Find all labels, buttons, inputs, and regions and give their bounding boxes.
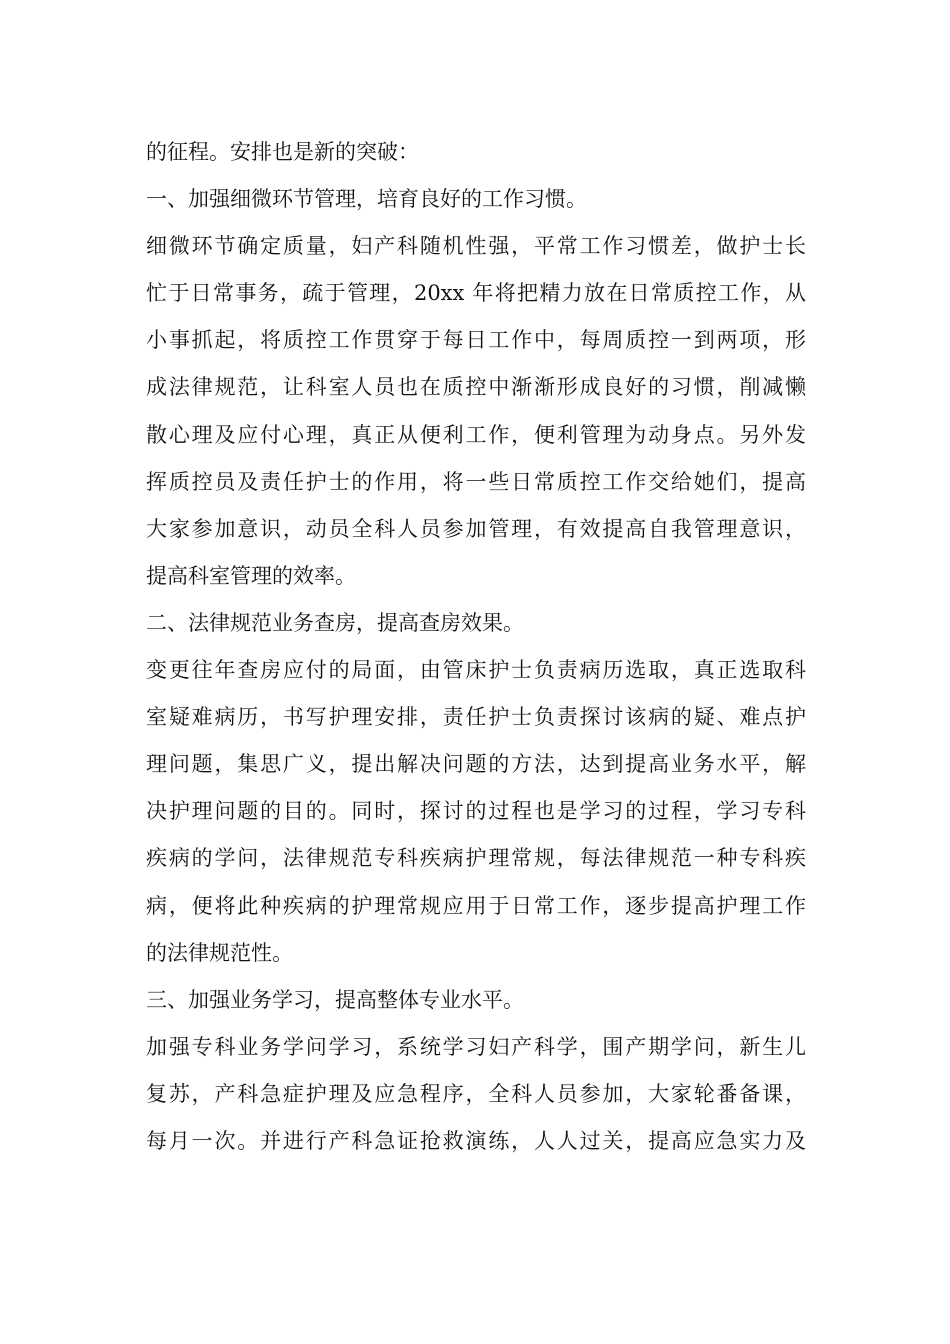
- text-line: 病，便将此种疾病的护理常规应用于日常工作，逐步提高护理工作: [146, 893, 806, 918]
- text-line: 二、法律规范业务查房，提高查房效果。: [146, 610, 524, 635]
- text-line: 成法律规范，让科室人员也在质控中渐渐形成良好的习惯，削减懒: [146, 375, 806, 400]
- text-line: 散心理及应付心理，真正从便利工作，便利管理为动身点。另外发: [146, 422, 806, 447]
- text-line: 提高科室管理的效率。: [146, 563, 356, 588]
- text-line: 决护理问题的目的。同时，探讨的过程也是学习的过程，学习专科: [146, 799, 806, 824]
- document-body: [146, 129, 806, 1165]
- text-line: 三、加强业务学习，提高整体专业水平。: [146, 987, 524, 1012]
- text-line: 每月一次。并进行产科急证抢救演练，人人过关，提高应急实力及: [146, 1128, 806, 1153]
- text-line: 大家参加意识，动员全科人员参加管理，有效提高自我管理意识，: [146, 516, 806, 541]
- text-line: 小事抓起，将质控工作贯穿于每日工作中，每周质控一到两项，形: [146, 328, 806, 353]
- text-line: 室疑难病历，书写护理安排，责任护士负责探讨该病的疑、难点护: [146, 705, 806, 730]
- text-line: 忙于日常事务，疏于管理，20xx 年将把精力放在日常质控工作，从: [146, 281, 806, 306]
- text-line: 一、加强细微环节管理，培育良好的工作习惯。: [146, 187, 587, 212]
- text-line: 细微环节确定质量，妇产科随机性强，平常工作习惯差，做护士长: [146, 234, 806, 259]
- text-line: 的征程。安排也是新的突破：: [146, 140, 419, 164]
- text-line: 复苏，产科急症护理及应急程序，全科人员参加，大家轮番备课，: [146, 1081, 806, 1106]
- text-line: 挥质控员及责任护士的作用，将一些日常质控工作交给她们，提高: [146, 469, 806, 494]
- text-line: 加强专科业务学问学习，系统学习妇产科学，围产期学问，新生儿: [146, 1034, 806, 1059]
- text-line: 的法律规范性。: [146, 940, 293, 965]
- text-line: 疾病的学问，法律规范专科疾病护理常规，每法律规范一种专科疾: [146, 846, 806, 871]
- text-line: 理问题，集思广义，提出解决问题的方法，达到提高业务水平，解: [146, 752, 806, 777]
- text-line: 变更往年查房应付的局面，由管床护士负责病历选取，真正选取科: [146, 658, 806, 683]
